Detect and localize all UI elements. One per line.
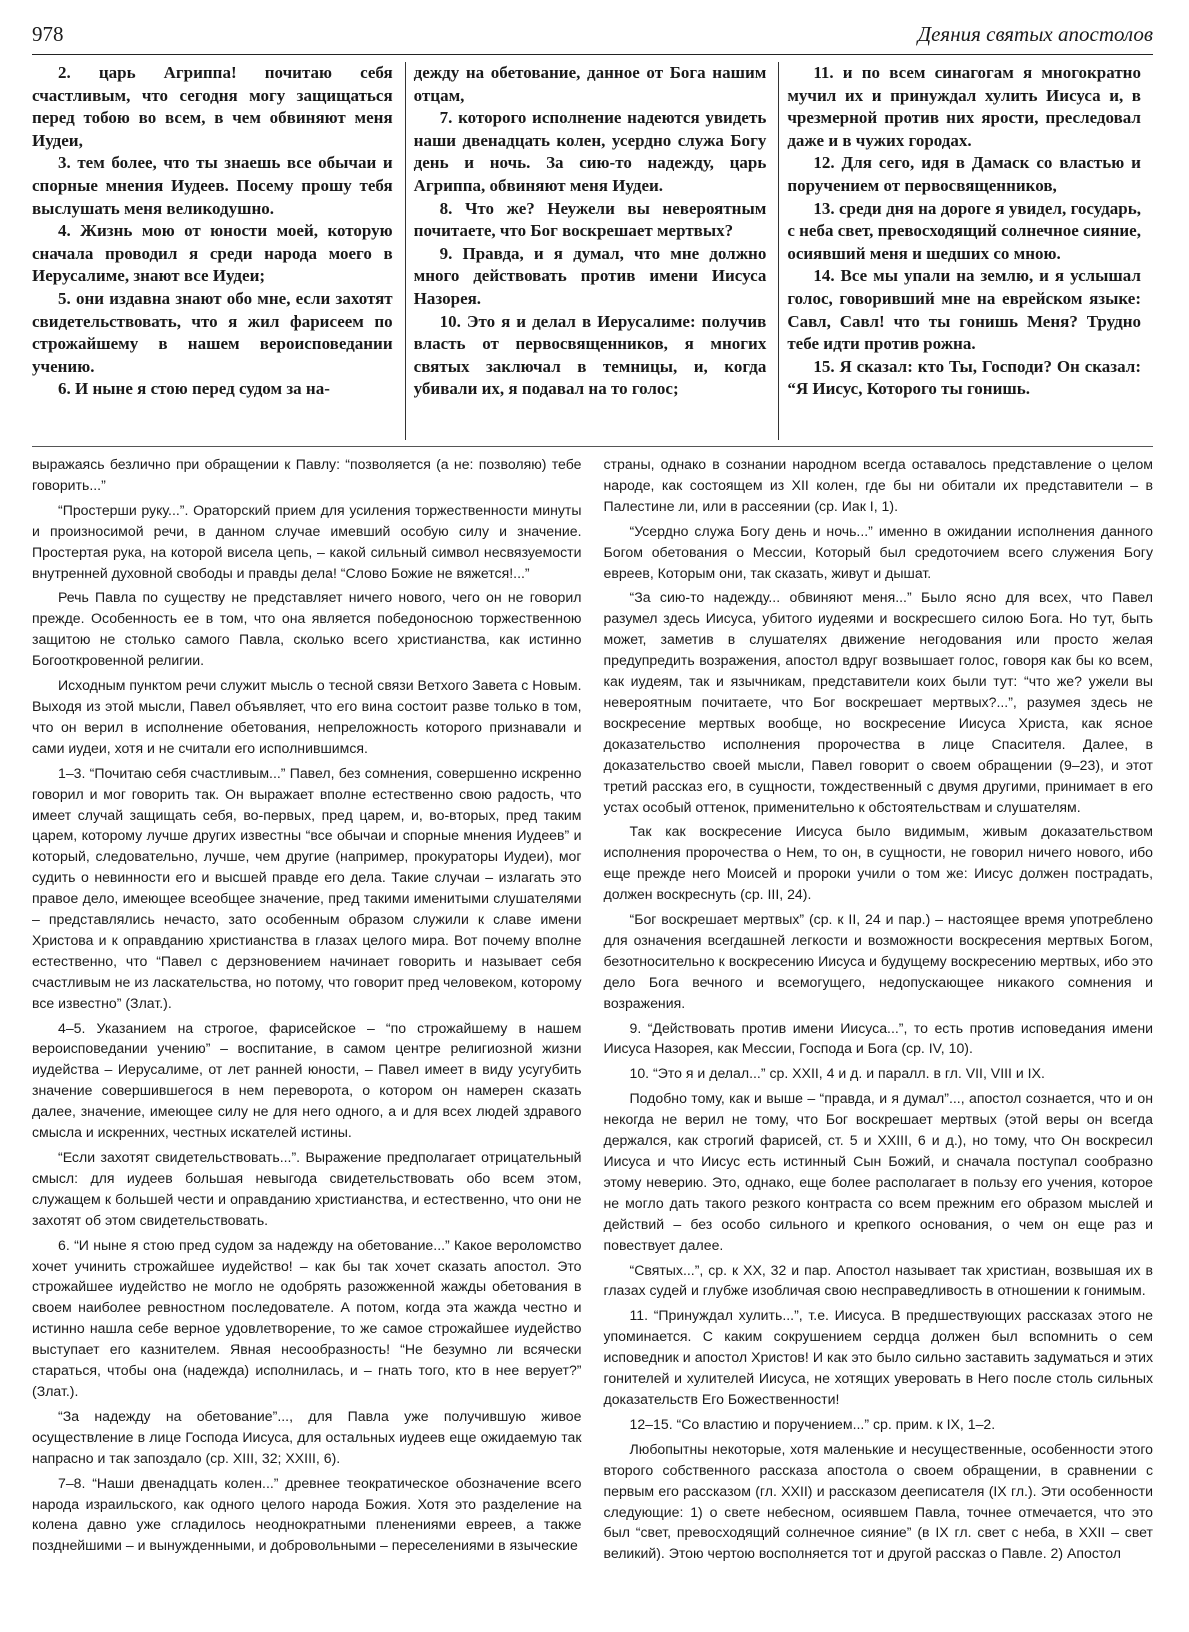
verse-paragraph: 12. Для сего, идя в Дамаск со властью и поручением от первосвященников,	[787, 153, 1141, 195]
commentary-paragraph: Исходным пунктом речи служит мысль о тесной связи Ветхого Завета с Новым. Выходя из этой мысли, Павел объявляет, что его вина состоит разве только в том, что он верил в исполнение обетования, непреложность которого признавали и сами иудеи, хотя и не считали его исполнившимся.	[32, 677, 582, 756]
verse-paragraph: 13. среди дня на дороге я увидел, государь, с неба свет, превосходящий солнечное сияние, осиявший меня и шедших со мною.	[787, 198, 1141, 263]
verse-column-2	[406, 62, 780, 440]
commentary-paragraph: “Простерши руку...”. Ораторский прием для усиления торжественности минуты и произносимой речи, в данном случае имевший особую силу и значение. Простертая рука, на которой висела цепь, – какой сильный символ несвязуемости внутренней духовной свободы и правды дела! “Слово Божие не вяжется!...”	[32, 501, 582, 581]
verse-paragraph: 3. тем более, что ты знаешь все обычаи и спорные мнения Иудеев. Посему прошу тебя выслушать меня великодушно.	[32, 153, 393, 218]
commentary-paragraph: 1–3. “Почитаю себя счастливым...” Павел, без сомнения, совершенно искренно говорил и мог говорить так. Он выражает вполне естественно свою радость, что имеет случай защищать себя, во-первых, пред царем, и, во-вторых, пред таким царем, которому лучше других известны “все обычаи и спорные мнения Иудеев” и который, следовательно, лучше, чем другие (например, прокураторы Иудеи), мог судить о невинности его и высшей правде его дела. Такие случаи – излагать это правое дело, имеющее всеобщее значение, пред такими именитыми слушателями – представлялись нечасто, зато особенным образом служили к славе имени Христова и к оправданию христианства в глазах целого мира. Вот почему вполне естественно, что “Павел с дерзновением начинает говорить и называет себя счастливым не из ласкательства, но потому, что говорит пред человеком, которому все известно” (Злат.).	[32, 764, 582, 1011]
verse-paragraph: 4. Жизнь мою от юности моей, которую сначала проводил я среди народа моего в Иерусалиме, знают все Иудеи;	[32, 221, 393, 286]
commentary-continuation: страны, однако в сознании народном всегда оставалось представление о целом народе, как состоящем из XII колен, где бы ни обитали их представители – в Палестине ли, или в рассеянии (ср. Иак I, 1).	[603, 456, 1153, 514]
commentary-paragraph: Речь Павла по существу не представляет ничего нового, чего он не говорил прежде. Особенность ее в том, что она является победоносною торжественною защитою не столько самого Павла, сколько всего христианства, как истинно Богооткровенной религии.	[32, 589, 582, 669]
page-number: 978	[32, 22, 64, 46]
verse-column-1	[32, 62, 406, 440]
verse-paragraph: 10. Это я и делал в Иерусалиме: получив власть от первосвященников, я многих святых заключал в темницы, и, когда убивали их, я подавал на то голос;	[413, 311, 767, 399]
commentary-column-left	[32, 454, 582, 1624]
verse-paragraph: 7. которого исполнение надеются увидеть наши двенадцать колен, усердно служа Богу день и ночь. За сию-то надежду, царь Агриппа, обвиняют меня Иудеи.	[413, 108, 767, 195]
commentary-paragraph: “Святых...”, ср. к XX, 32 и пар. Апостол называет так христиан, возвышая их в глазах судей и глубже изобличая свою несправедливость в отношении к гонимым.	[603, 1261, 1153, 1299]
commentary-paragraph: “За надежду на обетование”..., для Павла уже получившую живое осуществление в лице Господа Иисуса, для остальных иудеев еще ожидаемую так напрасно и так запоздало (ср. XIII, 32; XXIII, 6).	[32, 1407, 582, 1466]
verse-paragraph: 14. Все мы упали на землю, и я услышал голос, говоривший мне на еврейском языке: Савл, Савл! что ты гонишь Меня? Трудно тебе идти против рожна.	[787, 266, 1141, 354]
commentary-paragraph: Подобно тому, как и выше – “правда, и я думал”..., апостол сознается, что и он некогда не верил не тому, что Бог воскрешает мертвых (этой веры он всегда держался, как строгий фарисей, ст. 5 и XXIII, 6 и д.), но тому, что Он воскресил Иисуса и что Иисус есть истинный Сын Божий, и сначала поступал сообразно этому неверию. Это, однако, еще более располагает в пользу его учения, которое не могло дать такого резкого контраста со всем прежним его образом мыслей и действий – без особо сильного и крепкого основания, о чем он еще раз и повествует далее.	[603, 1090, 1153, 1253]
commentary-paragraph: “Усердно служа Богу день и ночь...” именно в ожидании исполнения данного Богом обетования о Мессии, Который был средоточием всего служения Богу евреев, Которым они, так сказать, живут и дышат.	[603, 522, 1153, 581]
verse-paragraph: 6. И ныне я стою перед судом за на-	[58, 379, 330, 399]
verse-continuation: дежду на обетование, данное от Бога нашим отцам,	[413, 63, 767, 105]
commentary-paragraph: 9. “Действовать против имени Иисуса...”, то есть против исповедания имени Иисуса Назорея, как Мессии, Господа и Бога (ср. IV, 10).	[603, 1019, 1153, 1057]
verse-paragraph: 9. Правда, и я думал, что мне должно много действовать против имени Иисуса Назорея.	[413, 243, 767, 308]
page-header	[32, 22, 1153, 54]
verse-column-3	[779, 62, 1153, 440]
header-rule	[32, 54, 1153, 55]
commentary-paragraph: “За сию-то надежду... обвиняют меня...” Было ясно для всех, что Павел разумел здесь Иисуса, убитого иудеями и воскресшего силою Бога. Но тут, быть может, заметив в слушателях движение негодования или просто желая предупредить возражения, апостол вдруг возвышает голос, говоря как бы ко всем, как иудеям, так и язычникам, представители коих были тут: “что же? ужели вы невероятным почитаете, что Бог воскрешает мертвых?...”, разумея здесь не воскресение мертвых вообще, но воскресение Иисуса Христа, как ясное доказательство исполнения пророчества в лице Спасителя. Далее, в доказательство своей мысли, Павел говорит о своем обращении (9–23), и этот третий рассказ его, в сущности, тождественный с двумя другими, принимает в его устах особый оттенок, применительно к обстоятельствам и слушателям.	[603, 589, 1153, 815]
verse-paragraph: 8. Что же? Неужели вы невероятным почитаете, что Бог воскрешает мертвых?	[413, 198, 767, 241]
verse-paragraph: 5. они издавна знают обо мне, если захотят свидетельствовать, что я жил фарисеем по строжайшему в нашем вероисповедании учению.	[32, 288, 393, 376]
commentary-paragraph: 12–15. “Со властию и поручением...” ср. прим. к IX, 1–2.	[629, 1415, 996, 1432]
commentary-paragraph: 7–8. “Наши двенадцать колен...” древнее теократическое обозначение всего народа израильского, как одного целого народа Божия. Хотя это разделение на колена давно уже сгладилось неоднократными пленениями евреев, а также позднейшими – и вынужденными, и добровольными – переселениями в языческие	[32, 1474, 582, 1554]
commentary-paragraph: “Если захотят свидетельствовать...”. Выражение предполагает отрицательный смысл: для иудеев большая невыгода свидетельствовать обо всем этом, служащем к большей чести и оправданию христианства, и естественно, что они не захотят об этом свидетельствовать.	[32, 1149, 582, 1228]
section-divider	[32, 446, 1153, 447]
commentary-paragraph: Так как воскресение Иисуса было видимым, живым доказательством исполнения пророчества о Нем, то он, в сущности, не говорил ничего нового, ибо еще прежде него Моисей и пророки учили о том же: Иисус должен пострадать, должен воскреснуть (ср. III, 24).	[603, 823, 1153, 903]
running-title: Деяния святых апостолов	[917, 22, 1153, 46]
commentary-paragraph: 11. “Принуждал хулить...”, т.е. Иисуса. В предшествующих рассказах этого не упоминается. С каким сокрушением сердца должен был вспомнить о сем исповедник и апостол Христов! И как это было сильно заставить задуматься и этих гонителей и хулителей Иисуса, не хотящих уверовать в Него после столь сильных доказательств Его Божественности!	[603, 1307, 1153, 1407]
commentary-paragraph: 6. “И ныне я стою пред судом за надежду на обетование...” Какое вероломство хочет учинить строжайшее иудейство! – как бы так хочет сказать апостол. Это строжайшее иудейство не могло не одобрять разожженной жажды обетования в своем наиболее ревностном последователе. А потом, когда эта жажда честно и истинно нашла себе верное удовлетворение, то же самое строжайшее иудейство выступает его казнителем. Явная несообразность! “Не безумно ли всячески стараться, чтобы она (надежда) исполнилась, и – гнать того, кто в нее верует?” (Злат.).	[32, 1236, 582, 1399]
commentary-column-right	[604, 454, 1154, 1624]
verse-paragraph: 11. и по всем синагогам я многократно мучил их и принуждал хулить Иисуса и, в чрезмерной против них ярости, преследовал даже и в чужих городах.	[787, 63, 1141, 150]
verse-paragraph: 15. Я сказал: кто Ты, Господи? Он сказал: “Я Иисус, Которого ты гонишь.	[787, 356, 1141, 399]
commentary-paragraph: Любопытны некоторые, хотя маленькие и несущественные, особенности этого второго собственного рассказа апостола о своем обращении, в сравнении с первым его рассказом (гл. XXII) и рассказом дееписателя (IX гл.). Эти особенности следующие: 1) о свете небесном, осиявшем Павла, точнее отмечается, что это был “свет, превосходящий солнечное сияние” (в IX гл. свет с неба, в XXII – свет великий). Этою чертою восполняется тот и другой рассказ о Павле. 2) Апостол	[603, 1440, 1153, 1562]
commentary	[32, 454, 1153, 1624]
commentary-paragraph: 10. “Это я и делал...” ср. XXII, 4 и д. и паралл. в гл. VII, VIII и IX.	[629, 1065, 1045, 1082]
scripture-verses	[32, 62, 1153, 440]
commentary-continuation: выражаясь безлично при обращении к Павлу: “позволяется (а не: позволяю) тебе говорить...”	[32, 456, 582, 493]
verse-paragraph: 2. царь Агриппа! почитаю себя счастливым, что сегодня могу защищаться перед тобою во всем, в чем обвиняют меня Иудеи,	[32, 63, 393, 150]
commentary-paragraph: 4–5. Указанием на строгое, фарисейское – “по строжайшему в нашем вероисповедании учению” – воспитание, в самом центре религиозной жизни иудейства – Иерусалиме, от лет ранней юности, – Павел имеет в виду усугубить значение совершившегося в нем переворота, о котором он намерен сказать далее, значение, имеющее силу не для него одного, а и для всех людей здравого смысла и искренних, честных искателей истины.	[32, 1019, 582, 1141]
commentary-paragraph: “Бог воскрешает мертвых” (ср. к II, 24 и пар.) – настоящее время употреблено для означения всегдашней легкости и возможности воскресения мертвых Богом, безотносительно к воскресению Иисуса и будущему воскресению мертвых, ибо это дело Бога вечного и всемогущего, недопускающее никакого сомнения и возражения.	[603, 911, 1153, 1011]
